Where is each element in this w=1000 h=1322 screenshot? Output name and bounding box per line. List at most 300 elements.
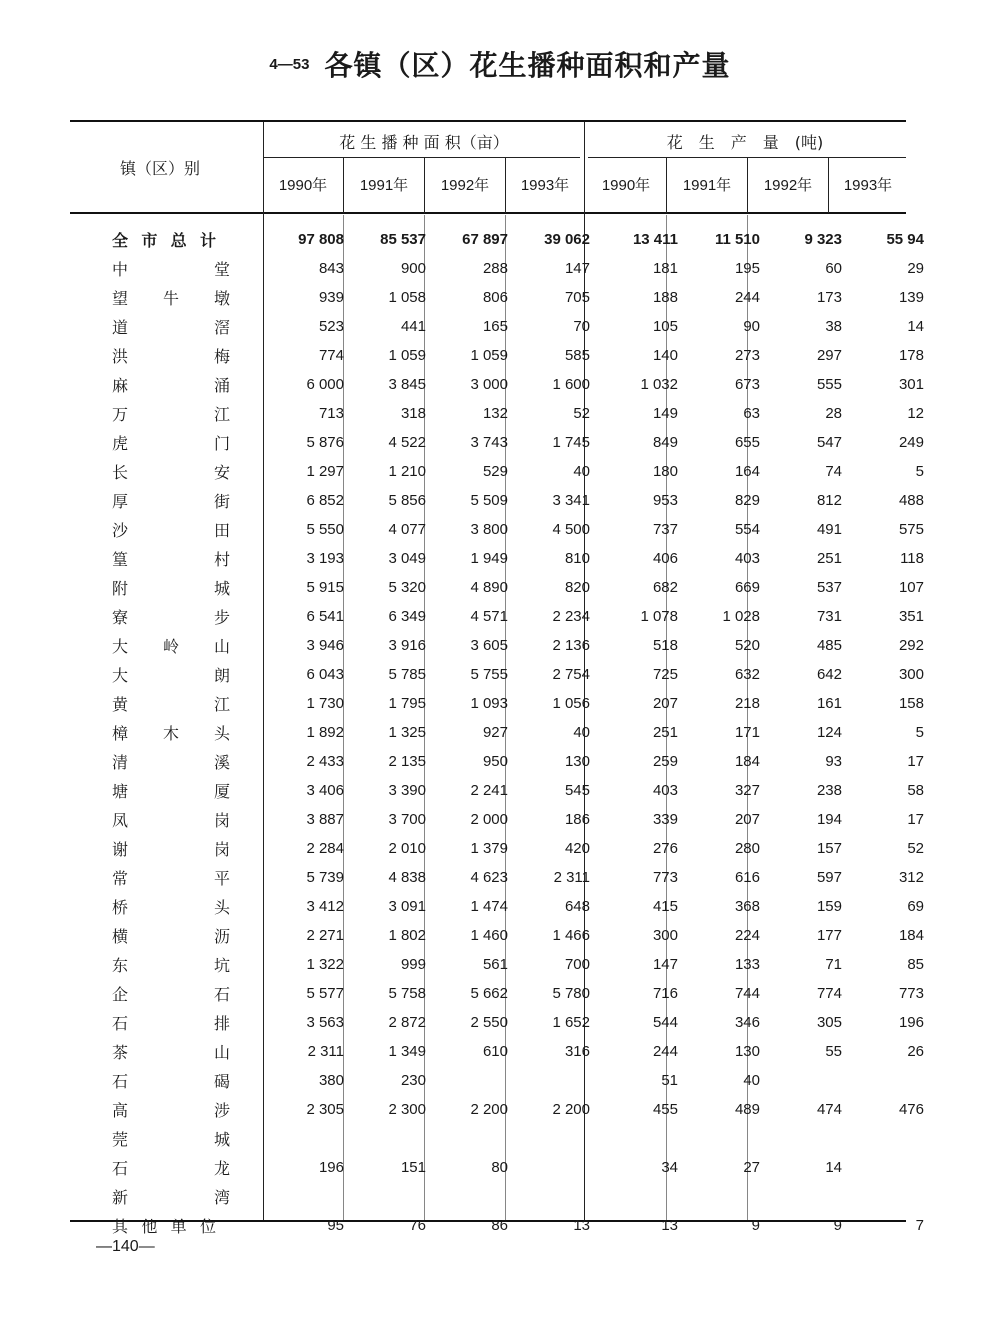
table-row [100,573,926,602]
output-value-cell: 181 [652,260,678,277]
table-row [100,399,926,428]
area-value-cell: 705 [564,289,590,306]
area-value-cell: 1 058 [388,289,426,306]
output-value-cell: 773 [898,985,924,1002]
row-label-cell [100,950,264,979]
output-value-cell: 415 [652,898,678,915]
area-value-cell: 3 845 [388,376,426,393]
output-group-header: 花 生 产 量 (吨) [666,133,824,152]
output-value-cell: 537 [816,579,842,596]
output-value-cell: 259 [652,753,678,770]
output-value-cell: 554 [734,521,760,538]
row-label-cell [100,428,264,457]
output-value-cell: 485 [816,637,842,654]
area-value-cell: 6 541 [306,608,344,625]
area-group-underline [264,157,580,158]
year-header: 1990年 [278,177,328,194]
area-value-cell: 3 406 [306,782,344,799]
row-label-cell [100,399,264,428]
table-row [100,1037,926,1066]
table-row [100,892,926,921]
row-label-cell [100,834,264,863]
output-value-cell: 544 [652,1014,678,1031]
area-value-cell: 999 [400,956,426,973]
area-value-cell: 230 [400,1072,426,1089]
total-row [100,225,926,254]
area-value-cell: 2 010 [388,840,426,857]
area-value-cell: 4 623 [470,869,508,886]
area-value-cell: 3 091 [388,898,426,915]
table-row [100,283,926,312]
output-value-cell: 139 [898,289,924,306]
area-value-cell: 3 887 [306,811,344,828]
area-value-cell: 2 311 [307,1043,344,1060]
row-label-cell [100,1182,264,1211]
output-value-cell [762,1124,844,1153]
table-row [100,1124,926,1153]
area-value-cell: 3 390 [388,782,426,799]
table-row [100,1153,926,1182]
area-value-cell: 3 563 [306,1014,344,1031]
town-name: 清 溪 [112,753,230,772]
output-value-cell: 616 [734,869,760,886]
output-value-cell: 251 [816,550,842,567]
row-label-cell [100,370,264,399]
output-value-cell: 28 [825,405,842,422]
town-name: 大 朗 [112,666,230,685]
area-value-cell [264,1182,346,1211]
area-value-cell: 3 000 [470,376,508,393]
area-value-cell: 2 271 [306,927,344,944]
row-label-cell [100,718,264,747]
output-value-cell: 491 [816,521,842,538]
year-header: 1990年 [601,177,651,194]
row-label-cell [100,225,264,254]
table-title: 各镇（区）花生播种面积和产量 [324,49,731,82]
area-value-cell: 4 890 [470,579,508,596]
area-value-cell: 67 897 [462,231,508,248]
output-value-cell: 520 [734,637,760,654]
area-value-cell: 76 [409,1217,426,1234]
output-value-cell: 244 [652,1043,678,1060]
output-value-cell: 207 [734,811,760,828]
output-value-cell: 339 [652,811,678,828]
output-value-cell [844,1066,926,1095]
town-name: 虎 门 [112,434,230,453]
table-row [100,1211,926,1240]
area-value-cell: 3 341 [552,492,590,509]
area-value-cell: 3 946 [306,637,344,654]
table-row [100,486,926,515]
year-header: 1992年 [440,177,490,194]
output-value-cell: 196 [898,1014,924,1031]
table-row [100,1095,926,1124]
output-value-cell: 118 [900,550,924,567]
area-value-cell: 2 234 [552,608,590,625]
area-value-cell: 523 [318,318,344,335]
area-value-cell: 85 537 [380,231,426,248]
area-value-cell: 1 056 [552,695,590,712]
area-value-cell: 2 284 [306,840,344,857]
area-value-cell: 900 [400,260,426,277]
area-value-cell: 4 077 [388,521,426,538]
area-value-cell: 196 [318,1159,344,1176]
output-value-cell: 642 [816,666,842,683]
area-value-cell: 5 755 [470,666,508,683]
area-value-cell: 2 305 [306,1101,344,1118]
town-name: 麻 涌 [112,376,230,395]
area-value-cell: 2 000 [470,811,508,828]
row-label-cell [100,1211,264,1240]
output-value-cell: 157 [816,840,842,857]
row-label-cell [100,312,264,341]
output-value-cell: 575 [898,521,924,538]
output-value-cell: 403 [734,550,760,567]
town-name: 樟 木 头 [112,724,230,743]
year-divider [343,158,344,213]
output-value-cell: 13 411 [632,231,678,248]
output-value-cell: 673 [734,376,760,393]
area-value-cell: 5 577 [306,985,344,1002]
output-value-cell: 731 [816,608,842,625]
header-bottom-rule [70,212,906,214]
area-value-cell: 939 [318,289,344,306]
output-value-cell: 403 [652,782,678,799]
area-value-cell: 2 311 [553,869,590,886]
area-value-cell: 5 550 [306,521,344,538]
output-value-cell: 171 [734,724,760,741]
row-label-cell [100,341,264,370]
area-value-cell: 5 915 [306,579,344,596]
area-value-cell: 3 916 [388,637,426,654]
output-value-cell [598,1182,680,1211]
output-value-cell: 301 [898,376,924,393]
output-value-cell: 164 [734,463,760,480]
row-label-cell [100,486,264,515]
town-name: 常 平 [112,869,230,888]
output-value-cell: 305 [816,1014,842,1031]
row-label-cell [100,602,264,631]
town-name: 茶 山 [112,1043,230,1062]
area-value-cell: 1 349 [388,1043,426,1060]
area-value-cell: 713 [318,405,344,422]
town-name: 高 涉 [112,1101,230,1120]
table-row [100,776,926,805]
output-value-cell: 5 [915,724,924,741]
output-value-cell: 273 [734,347,760,364]
output-value-cell: 346 [734,1014,760,1031]
output-value-cell: 27 [743,1159,760,1176]
table-row [100,979,926,1008]
output-value-cell: 55 [825,1043,842,1060]
output-value-cell: 476 [898,1101,924,1118]
area-group-header: 花 生 播 种 面 积（亩） [339,133,509,152]
output-value-cell: 74 [825,463,842,480]
row-label-cell [100,660,264,689]
area-value-cell: 5 739 [306,869,344,886]
area-value-cell: 1 795 [388,695,426,712]
row-label-cell [100,1066,264,1095]
table-row [100,544,926,573]
town-name: 望 牛 墩 [112,289,230,308]
town-name: 莞 城 [112,1130,230,1149]
output-value-cell: 195 [734,260,760,277]
output-value-cell: 218 [734,695,760,712]
area-value-cell: 3 700 [388,811,426,828]
area-value-cell: 5 876 [306,434,344,451]
row-label-cell [100,1153,264,1182]
output-value-cell: 17 [907,811,924,828]
area-value-cell [346,1124,428,1153]
year-divider [747,158,748,213]
town-name: 全 市 总 计 [112,231,216,250]
output-value-cell: 11 510 [714,231,760,248]
area-value-cell: 2 754 [552,666,590,683]
output-value-cell: 133 [734,956,760,973]
row-label-cell [100,544,264,573]
town-name: 塘 厦 [112,782,230,801]
table-row [100,312,926,341]
output-value-cell: 14 [825,1159,842,1176]
area-value-cell: 1 210 [388,463,426,480]
output-value-cell: 180 [652,463,678,480]
area-value-cell: 5 662 [470,985,508,1002]
area-value-cell: 1 600 [552,376,590,393]
output-value-cell: 300 [898,666,924,683]
output-value-cell: 161 [816,695,842,712]
output-value-cell: 159 [816,898,842,915]
output-value-cell: 51 [661,1072,678,1089]
output-value-cell: 474 [816,1101,842,1118]
town-name: 长 安 [112,463,230,482]
area-value-cell: 3 193 [306,550,344,567]
row-label-cell [100,805,264,834]
output-value-cell: 29 [907,260,924,277]
area-value-cell: 1 322 [306,956,344,973]
year-header: 1991年 [359,177,409,194]
year-divider [424,158,425,213]
table-row [100,834,926,863]
area-value-cell: 2 200 [470,1101,508,1118]
output-value-cell: 130 [734,1043,760,1060]
town-name: 洪 梅 [112,347,230,366]
area-value-cell: 420 [564,840,590,857]
output-value-cell: 455 [652,1101,678,1118]
town-name: 其 他 单 位 [112,1217,216,1236]
output-value-cell: 744 [734,985,760,1002]
year-header: 1993年 [843,177,893,194]
output-value-cell: 327 [734,782,760,799]
output-value-cell: 158 [898,695,924,712]
output-value-cell: 34 [661,1159,678,1176]
output-value-cell: 773 [652,869,678,886]
area-value-cell: 380 [318,1072,344,1089]
area-value-cell: 2 241 [470,782,508,799]
output-value-cell: 725 [652,666,678,683]
area-value-cell: 6 043 [306,666,344,683]
row-label-cell [100,1095,264,1124]
area-value-cell: 2 550 [470,1014,508,1031]
output-value-cell: 140 [652,347,678,364]
output-value-cell: 26 [907,1043,924,1060]
output-value-cell: 1 078 [640,608,678,625]
area-value-cell: 147 [564,260,590,277]
area-value-cell: 151 [400,1159,426,1176]
area-value-cell: 6 852 [306,492,344,509]
town-name: 企 石 [112,985,230,1004]
output-value-cell: 93 [825,753,842,770]
output-value-cell: 58 [907,782,924,799]
area-value-cell: 165 [482,318,508,335]
output-value-cell: 69 [907,898,924,915]
output-value-cell: 177 [816,927,842,944]
area-value-cell: 774 [318,347,344,364]
output-value-cell: 406 [652,550,678,567]
table-row [100,254,926,283]
area-value-cell: 52 [573,405,590,422]
area-value-cell [264,1124,346,1153]
row-label-cell [100,1037,264,1066]
area-value-cell: 700 [564,956,590,973]
output-value-cell: 12 [907,405,924,422]
output-value-cell: 55 94 [886,231,924,248]
area-value-cell: 132 [482,405,508,422]
area-value-cell: 820 [564,579,590,596]
row-label-cell [100,1124,264,1153]
output-value-cell: 7 [915,1217,924,1234]
year-header: 1993年 [520,177,570,194]
output-value-cell: 849 [652,434,678,451]
area-value-cell: 130 [564,753,590,770]
output-value-cell: 85 [907,956,924,973]
area-value-cell [428,1182,510,1211]
area-value-cell: 1 059 [388,347,426,364]
output-value-cell: 149 [652,405,678,422]
output-value-cell: 1 032 [640,376,678,393]
area-value-cell [428,1066,510,1095]
area-value-cell: 806 [482,289,508,306]
output-value-cell: 244 [734,289,760,306]
area-value-cell: 3 412 [306,898,344,915]
area-value-cell: 1 466 [552,927,590,944]
area-value-cell: 40 [573,724,590,741]
area-value-cell: 5 758 [388,985,426,1002]
area-value-cell: 5 509 [470,492,508,509]
area-value-cell: 318 [400,405,426,422]
area-value-cell: 5 320 [388,579,426,596]
area-value-cell: 97 808 [298,231,344,248]
output-value-cell: 251 [652,724,678,741]
area-value-cell: 529 [482,463,508,480]
table-row [100,660,926,689]
output-value-cell: 207 [652,695,678,712]
row-label-cell [100,573,264,602]
output-value-cell: 173 [816,289,842,306]
table-row [100,631,926,660]
table-row [100,1182,926,1211]
row-label-cell [100,515,264,544]
output-value-cell: 38 [825,318,842,335]
town-name: 中 堂 [112,260,230,279]
output-value-cell [680,1182,762,1211]
town-name: 道 滘 [112,318,230,337]
output-value-cell: 829 [734,492,760,509]
area-value-cell: 95 [327,1217,344,1234]
area-value-cell: 80 [491,1159,508,1176]
area-value-cell: 4 500 [552,521,590,538]
area-value-cell: 3 800 [470,521,508,538]
town-name: 沙 田 [112,521,230,540]
output-value-cell: 9 [833,1217,842,1234]
row-label-cell [100,863,264,892]
area-value-cell: 4 838 [388,869,426,886]
output-value-cell: 555 [816,376,842,393]
table-row [100,950,926,979]
area-value-cell [510,1124,592,1153]
area-value-cell: 1 460 [470,927,508,944]
table-row [100,428,926,457]
town-name: 新 湾 [112,1188,230,1207]
output-value-cell: 249 [898,434,924,451]
town-name: 黄 江 [112,695,230,714]
area-value-cell: 1 379 [470,840,508,857]
output-value-cell: 953 [652,492,678,509]
area-value-cell: 6 000 [306,376,344,393]
year-header: 1991年 [682,177,732,194]
area-value-cell: 5 780 [552,985,590,1002]
output-value-cell: 14 [907,318,924,335]
area-value-cell: 86 [491,1217,508,1234]
year-divider [666,158,667,213]
area-value-cell: 186 [564,811,590,828]
top-rule [70,120,906,122]
output-value-cell: 737 [652,521,678,538]
row-label-cell [100,892,264,921]
area-value-cell: 2 300 [388,1101,426,1118]
row-label-cell [100,747,264,776]
output-value-cell [844,1182,926,1211]
output-value-cell: 40 [743,1072,760,1089]
year-header: 1992年 [763,177,813,194]
town-name: 谢 岗 [112,840,230,859]
row-label-cell [100,457,264,486]
table-row [100,1066,926,1095]
row-label-cell [100,689,264,718]
page-number: —140— [96,1238,155,1255]
output-value-cell: 124 [816,724,842,741]
output-value-cell [762,1066,844,1095]
area-value-cell: 13 [573,1217,590,1234]
area-value-cell: 1 949 [470,550,508,567]
output-value-cell: 518 [652,637,678,654]
area-value-cell: 316 [564,1043,590,1060]
output-value-cell: 13 [661,1217,678,1234]
output-value-cell: 107 [898,579,924,596]
area-value-cell: 2 135 [388,753,426,770]
area-value-cell: 1 093 [470,695,508,712]
area-value-cell: 3 049 [388,550,426,567]
output-value-cell: 224 [734,927,760,944]
town-name: 大 岭 山 [112,637,230,656]
output-value-cell: 52 [907,840,924,857]
town-name: 附 城 [112,579,230,598]
area-value-cell: 1 802 [388,927,426,944]
area-value-cell: 1 892 [306,724,344,741]
area-value-cell: 5 856 [388,492,426,509]
area-value-cell: 70 [573,318,590,335]
table-row [100,1008,926,1037]
town-name: 横 沥 [112,927,230,946]
